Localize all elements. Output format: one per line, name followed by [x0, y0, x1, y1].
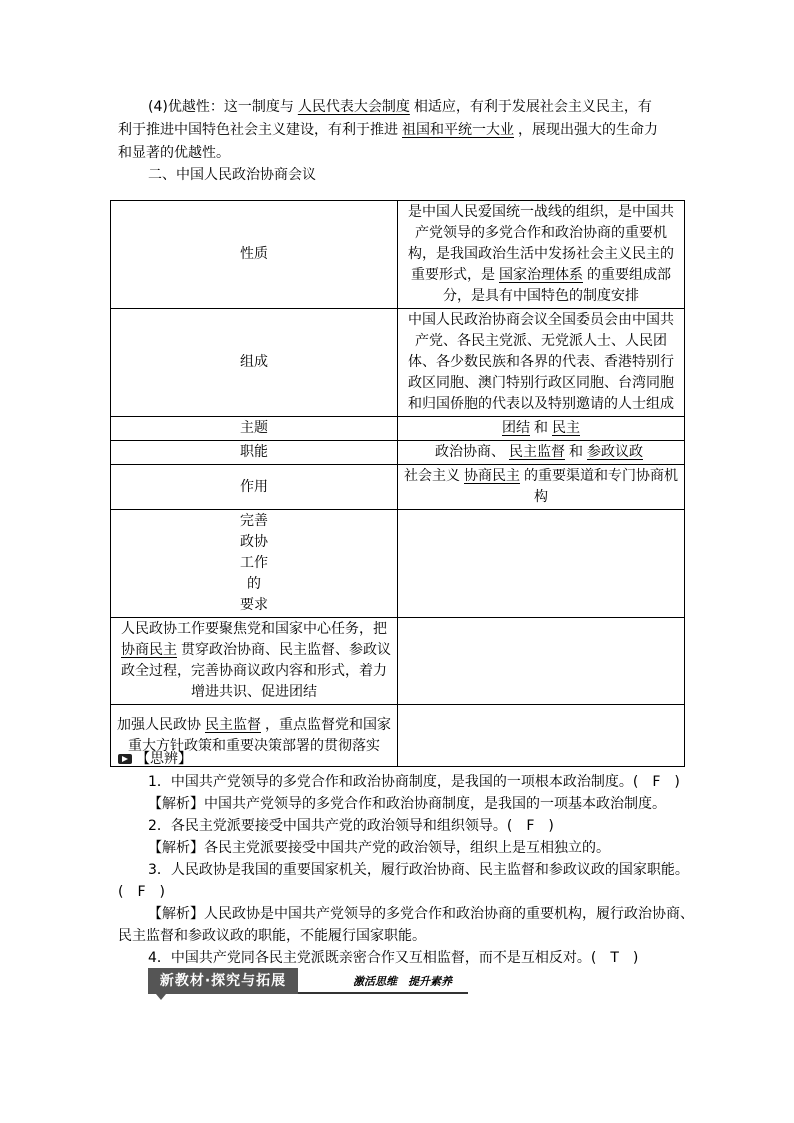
banner-title: 新教材·探究与拓展: [148, 968, 298, 994]
banner-pointer-icon: [156, 994, 166, 1000]
table-row: [111, 465, 685, 510]
banner-underline: [298, 992, 468, 994]
fill-blank: 民主监督: [509, 444, 565, 460]
intro-line-2: [118, 119, 684, 141]
section-banner: [148, 968, 468, 994]
fill-blank: 民主监督: [205, 716, 261, 733]
row-content: [398, 465, 685, 510]
text: 和: [569, 444, 583, 460]
label-line: 工作: [240, 555, 268, 571]
question-4: 4．中国共产党同各民主党派既亲密合作又互相监督，而不是互相反对。( T ): [148, 950, 639, 966]
fill-blank: 团结: [502, 420, 530, 436]
label-line: 的: [247, 576, 261, 592]
arrow-tag-icon: [118, 754, 132, 764]
row-content: 中国人民政治协商会议全国委员会由中国共产党、各民主党派、无党派人士、人民团体、各少数民族和各界的代表、香港特别行政区同胞、澳门特别行政区同胞、台湾同胞和归国侨胞的代表以及特别邀请的人士组成: [398, 309, 685, 417]
text: 相适应，有利于发展社会主义民主，有: [413, 99, 652, 115]
table-row: [111, 441, 685, 465]
fill-blank: 国家治理体系: [499, 267, 583, 283]
text: 社会主义: [404, 468, 460, 484]
row-label: 组成: [111, 309, 398, 417]
text: 贯穿政治协商、民主监督、参政议政全过程，完善协商议政内容和形式，着力增进共识、促进团结: [121, 642, 391, 700]
fill-blank: 参政议政: [587, 444, 643, 460]
row-label: [111, 510, 398, 618]
text: 和显著的优越性。: [118, 145, 230, 161]
fill-blank: 协商民主: [121, 642, 177, 658]
fill-blank: 祖国和平统一大业: [402, 122, 514, 138]
row-content: [398, 201, 685, 309]
fill-blank: 协商民主: [464, 468, 520, 484]
text: 的重要组成部分，是具有中国特色的制度安排: [443, 267, 671, 304]
table-row: [111, 510, 685, 618]
text: ，重点监督党和国家重大方针政策和重要决策部署的贯彻落实: [128, 716, 391, 754]
text: 人民政协工作要聚焦党和国家中心任务，把: [121, 621, 387, 637]
text: 是中国人民爱国统一战线的组织，是中国共产党领导的多党合作和政治协商的重要机构，是我国政治生活中发扬社会主义民主的重要形式，是: [408, 204, 674, 283]
table-row: [111, 309, 685, 417]
table-row: [111, 201, 685, 309]
row-content: [398, 417, 685, 441]
row-label: 作用: [111, 465, 398, 510]
question-3-mark: ( F ): [118, 884, 165, 900]
table-row: [111, 618, 685, 705]
text: 和: [534, 420, 548, 436]
empty-cell: [398, 510, 685, 618]
intro-line-1: [118, 96, 684, 118]
fill-blank: 人民代表大会制度: [297, 99, 410, 115]
empty-cell: [398, 618, 685, 705]
row-content: [111, 618, 398, 705]
cppcc-table: [110, 200, 685, 767]
text: 政治协商、: [435, 444, 505, 460]
question-1: 1．中国共产党领导的多党合作和政治协商制度，是我国的一项根本政治制度。( F ): [148, 774, 680, 790]
row-label: 主题: [111, 417, 398, 441]
section-heading: [118, 164, 684, 186]
label-line: 要求: [240, 597, 268, 613]
text: 二、中国人民政治协商会议: [148, 167, 316, 183]
row-content: [398, 441, 685, 465]
text: (4)优越性：这一制度与: [148, 99, 294, 115]
text: 加强人民政协: [117, 716, 201, 733]
table-row: [111, 417, 685, 441]
banner-subtitle: 激活思维 提升素养: [353, 975, 452, 988]
text: 【思辨】: [136, 751, 192, 767]
row-label: 性质: [111, 201, 398, 309]
question-2: 2．各民主党派要接受中国共产党的政治领导和组织领导。( F ): [148, 818, 554, 834]
answer-3-line-1: 【解析】人民政协是中国共产党领导的多党合作和政治协商的重要机构，履行政治协商、: [148, 906, 694, 922]
question-3: 3．人民政协是我国的重要国家机关，履行政治协商、民主监督和参政议政的国家职能。: [148, 862, 689, 878]
intro-line-3: [118, 142, 684, 164]
text: ，展现出强大的生命力: [518, 122, 658, 138]
label-line: 政协: [240, 534, 268, 550]
fill-blank: 民主: [552, 420, 580, 436]
label-line: 完善: [240, 513, 268, 529]
answer-2: 【解析】各民主党派要接受中国共产党的政治领导，组织上是互相独立的。: [148, 840, 610, 856]
text: 利于推进中国特色社会主义建设，有利于推进: [118, 122, 398, 138]
answer-3-line-2: 民主监督和参政议政的职能，不能履行国家职能。: [118, 928, 426, 944]
answer-1: 【解析】中国共产党领导的多党合作和政治协商制度，是我国的一项基本政治制度。: [148, 796, 666, 812]
sibian-heading: [118, 748, 684, 770]
text: 的重要渠道和专门协商机构: [524, 468, 678, 505]
row-label: 职能: [111, 441, 398, 465]
